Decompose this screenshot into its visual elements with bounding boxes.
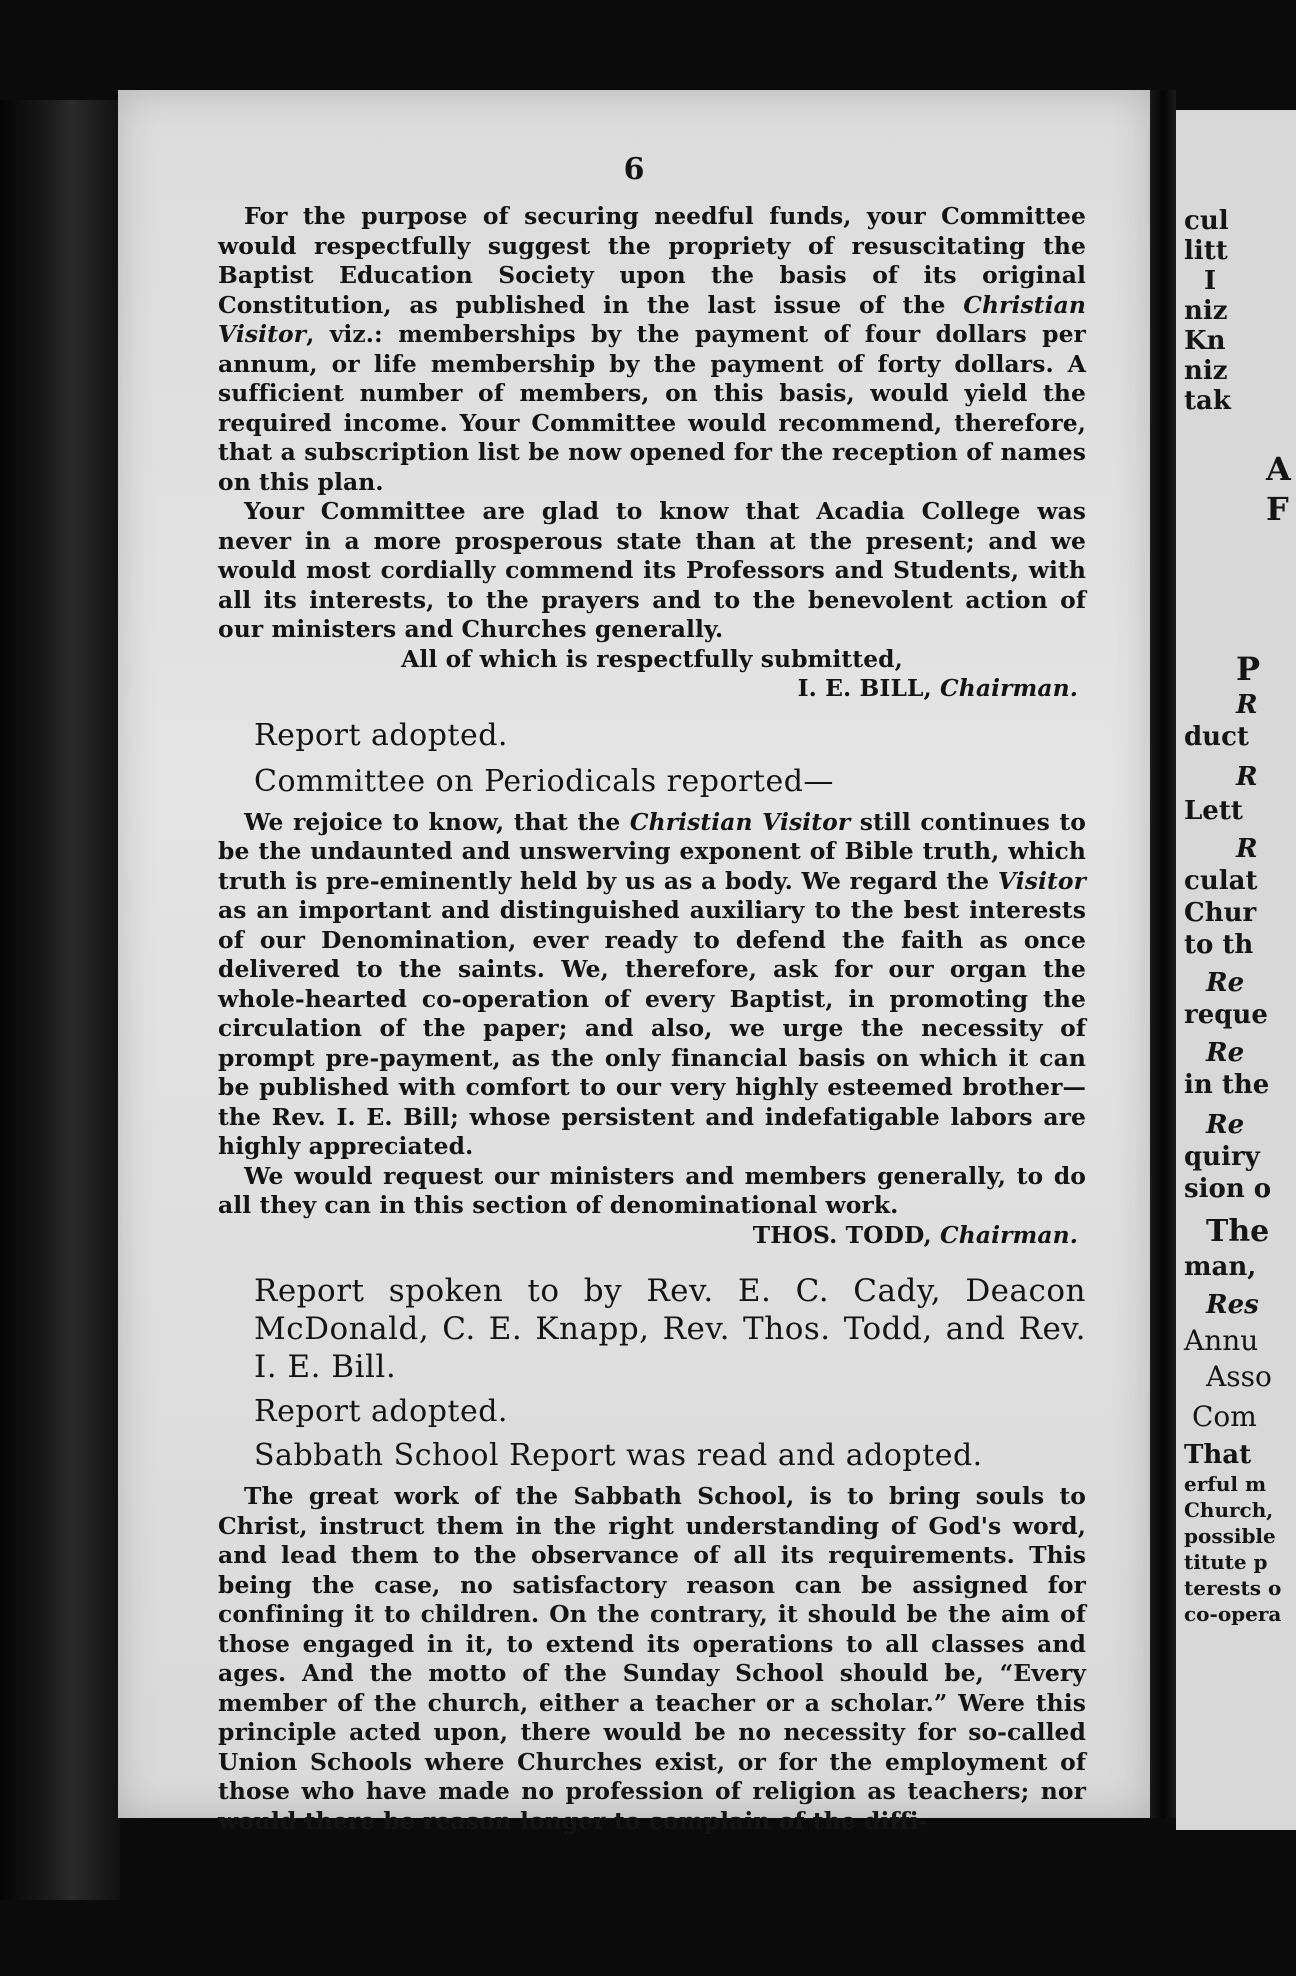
next-page-fragment: co-opera: [1184, 1602, 1282, 1626]
next-page-fragment: in the: [1184, 1070, 1270, 1100]
next-page-fragment: Chur: [1184, 898, 1257, 928]
paragraph-visitor: We rejoice to know, that the Christian Visitor still continues to be the undaunted and unswerving exponent of Bible truth, which truth is pre-eminently held by us as a body. We regard the Visitor as an important and distinguished auxiliary to the best interests of our Denomination, ever ready to defend the faith as once delivered to the saints. We, therefore, ask for our organ the whole-hearted co-operation of every Baptist, in promoting the circulation of the paper; and also, we urge the necessity of prompt pre-payment, as the only financial basis on which it can be published with comfort to our very highly esteemed brother—the Rev. I. E. Bill; whose persistent and indefatigable labors are highly appreciated.: [218, 807, 1087, 1160]
next-page-fragment: sion o: [1184, 1174, 1272, 1204]
next-page-fragment: niz: [1184, 296, 1228, 326]
page-text: [218, 202, 1086, 1836]
submitted-line: All of which is respectfully submitted,: [401, 644, 903, 673]
next-page-fragment: P: [1236, 650, 1261, 688]
next-page-fragment: Re: [1206, 1038, 1245, 1068]
next-page-fragment: Annu: [1184, 1324, 1259, 1357]
next-page-fragment: That: [1184, 1440, 1252, 1470]
book-edge: [0, 100, 120, 1900]
next-page-fragment: F: [1266, 490, 1289, 528]
next-page-fragment: Kn: [1184, 326, 1226, 356]
next-page-fragment: Lett: [1184, 796, 1243, 826]
heading-report-adopted-1: Report adopted.: [254, 717, 508, 753]
next-page-fragment: Res: [1206, 1290, 1259, 1320]
heading-sabbath-school: Sabbath School Report was read and adopted.: [254, 1438, 983, 1473]
heading-report-adopted-2: Report adopted.: [254, 1394, 508, 1429]
next-page-fragment: R: [1236, 690, 1258, 720]
next-page-fragment: to th: [1184, 930, 1254, 960]
heading-periodicals: Committee on Periodicals reported—: [254, 763, 834, 799]
next-page-fragment: reque: [1184, 1000, 1268, 1030]
next-page-fragment: The: [1206, 1214, 1270, 1249]
next-page-fragment: tak: [1184, 386, 1231, 416]
heading-report-spoken: Report spoken to by Rev. E. C. Cady, Deacon McDonald, C. E. Knapp, Rev. Thos. Todd, and Rev. I. E. Bill.: [254, 1273, 1086, 1385]
next-page-fragment: man,: [1184, 1252, 1257, 1282]
next-page-fragment: cul: [1184, 206, 1229, 236]
next-page-fragment: Asso: [1206, 1360, 1272, 1393]
next-page-fragment: I: [1204, 266, 1217, 296]
next-page-fragment: Com: [1192, 1400, 1257, 1433]
next-page-edge: [1176, 110, 1296, 1830]
next-page-fragment: culat: [1184, 866, 1258, 896]
signature-bill: I. E. BILL, Chairman.: [797, 674, 1078, 702]
paragraph-sabbath: The great work of the Sabbath School, is to bring souls to Christ, instruct them in the right understanding of God's word, and lead them to the observance of all its requirements. This being the case, no satisfactory reason can be assigned for confining it to children. On the contrary, it should be the aim of those engaged in it, to extend its operations to all classes and ages. And the motto of the Sunday School should be, “Every member of the church, either a teacher or a scholar.” Were this principle acted upon, there would be no necessity for so-called Union Schools where Churches exist, or for the employment of those who have made no profession of religion as teachers; nor would there be reason longer to complain of the diffi-: [218, 1482, 1086, 1835]
publication-title: Christian Visitor: [218, 290, 1086, 348]
next-page-fragment: erful m: [1184, 1472, 1267, 1496]
next-page-fragment: Re: [1206, 968, 1245, 998]
next-page-fragment: possible: [1184, 1524, 1276, 1548]
next-page-fragment: A: [1266, 450, 1291, 488]
paragraph-funds: For the purpose of securing needful funds, your Committee would respectfully suggest the propriety of resuscitating the Baptist Education Society upon the basis of its original Constitution, as published in the last issue of the Christian Visitor, viz.: memberships by the payment of four dollars per annum, or life membership by the payment of forty dollars. A sufficient number of members, on this basis, would yield the required income. Your Committee would recommend, therefore, that a subscription list be now opened for the reception of names on this plan.: [218, 202, 1086, 496]
next-page-fragment: terests o: [1184, 1576, 1282, 1600]
next-page-fragment: titute p: [1184, 1550, 1268, 1574]
next-page-fragment: duct: [1184, 722, 1249, 752]
next-page-fragment: R: [1236, 834, 1258, 864]
page-gutter: [1150, 90, 1176, 1818]
next-page-fragment: Church,: [1184, 1498, 1274, 1522]
next-page-fragment: niz: [1184, 356, 1228, 386]
paragraph-request: We would request our ministers and members generally, to do all they can in this section of denominational work.: [218, 1161, 1086, 1219]
page-number: 6: [623, 152, 645, 187]
next-page-fragment: quiry: [1184, 1142, 1260, 1172]
next-page-fragment: Re: [1206, 1110, 1245, 1140]
document-page: [118, 90, 1150, 1835]
signature-todd: THOS. TODD, Chairman.: [752, 1220, 1078, 1249]
paragraph-acadia: Your Committee are glad to know that Acadia College was never in a more prosperous state than at the present; and we would most cordially commend its Professors and Students, with all its interests, to the prayers and to the benevolent action of our ministers and Churches generally.: [218, 497, 1086, 643]
next-page-fragment: litt: [1184, 236, 1228, 266]
next-page-fragment: R: [1236, 762, 1258, 792]
